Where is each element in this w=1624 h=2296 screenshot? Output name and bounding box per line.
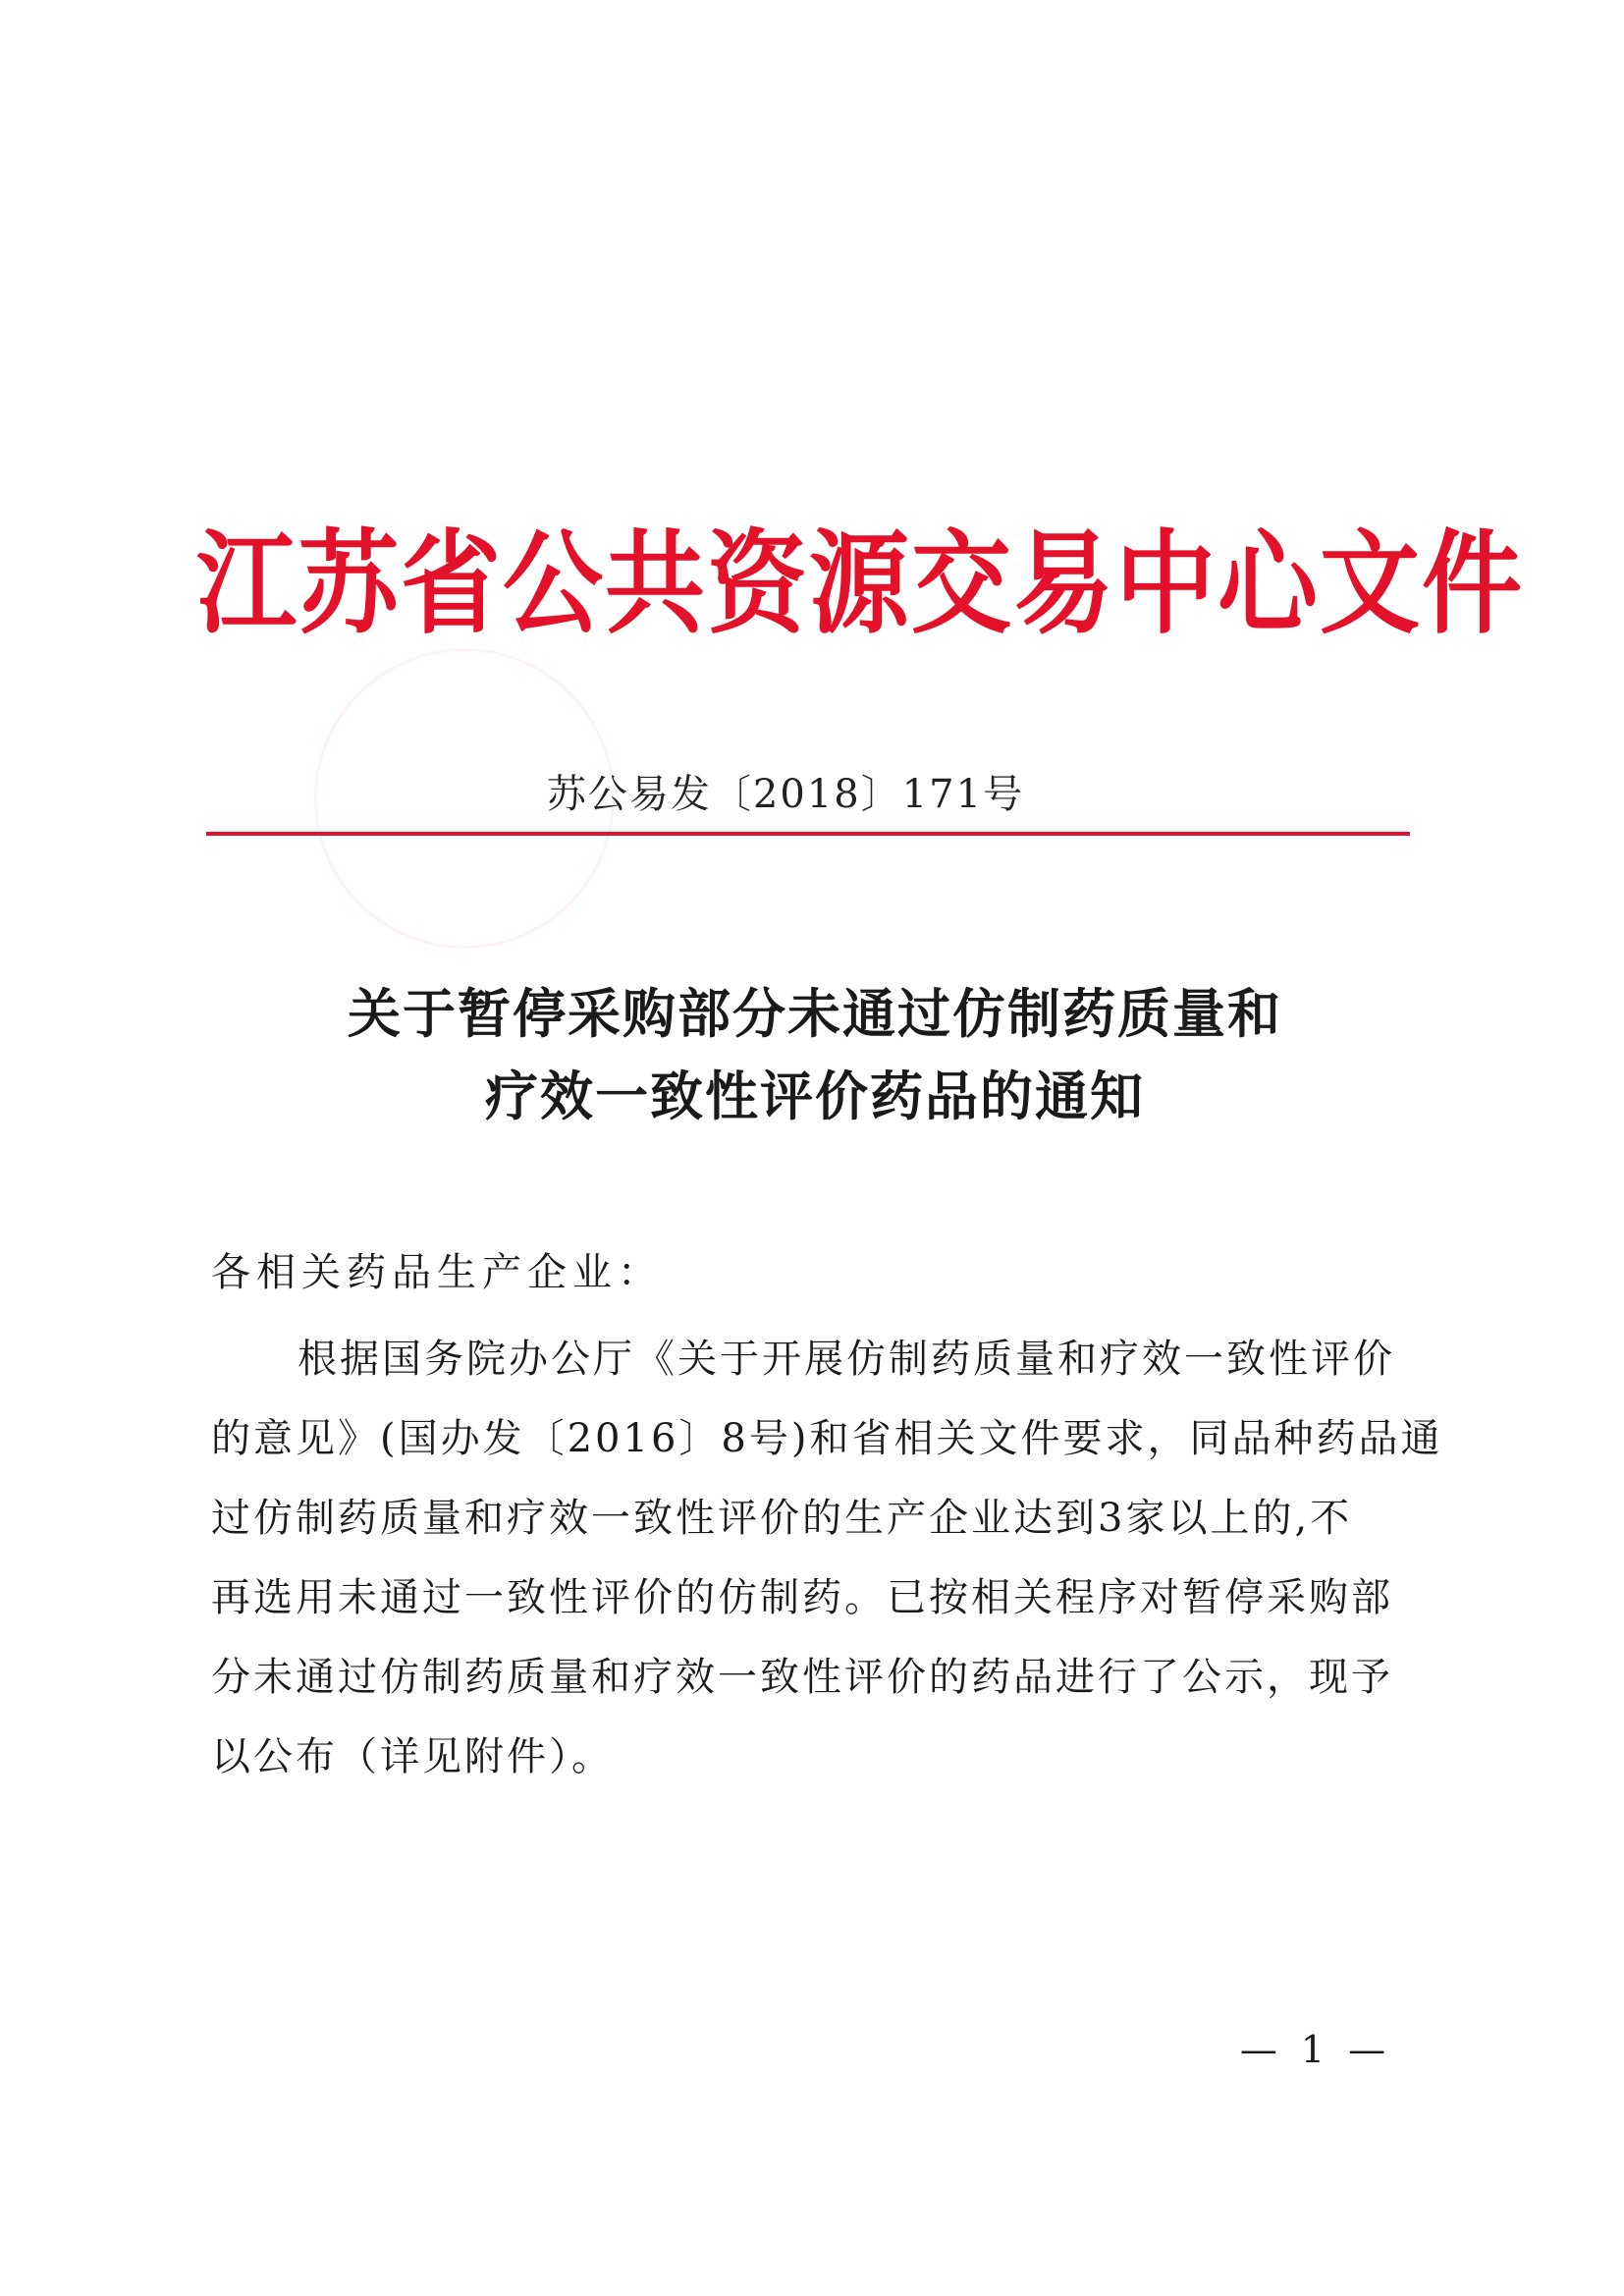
- notice-title-line-1: 关于暂停采购部分未通过仿制药质量和: [348, 982, 1282, 1045]
- body-paragraph: [211, 1320, 1443, 1797]
- document-number: 苏公易发〔2018〕171号: [546, 772, 1025, 817]
- red-divider-line: [206, 832, 1410, 836]
- body-line-1: 根据国务院办公厅《关于开展仿制药质量和疗效一致性评价: [298, 1337, 1395, 1382]
- notice-title: [196, 972, 1434, 1137]
- page-number: — 1 —: [1239, 2028, 1392, 2071]
- notice-title-line-2: 疗效一致性评价药品的通知: [485, 1065, 1145, 1127]
- masthead-title: 江苏省公共资源交易中心文件: [196, 518, 1524, 651]
- body-line-3: 过仿制药质量和疗效一致性评价的生产企业达到3家以上的,不: [211, 1496, 1353, 1541]
- salutation: 各相关药品生产企业：: [211, 1250, 663, 1295]
- body-line-6: 以公布（详见附件）。: [211, 1734, 614, 1779]
- body-line-4: 再选用未通过一致性评价的仿制药。已按相关程序对暂停采购部: [211, 1575, 1393, 1620]
- body-line-2: 的意见》(国办发〔2016〕8号)和省相关文件要求，同品种药品通: [211, 1416, 1443, 1461]
- body-line-5: 分未通过仿制药质量和疗效一致性评价的药品进行了公示，现予: [211, 1655, 1393, 1700]
